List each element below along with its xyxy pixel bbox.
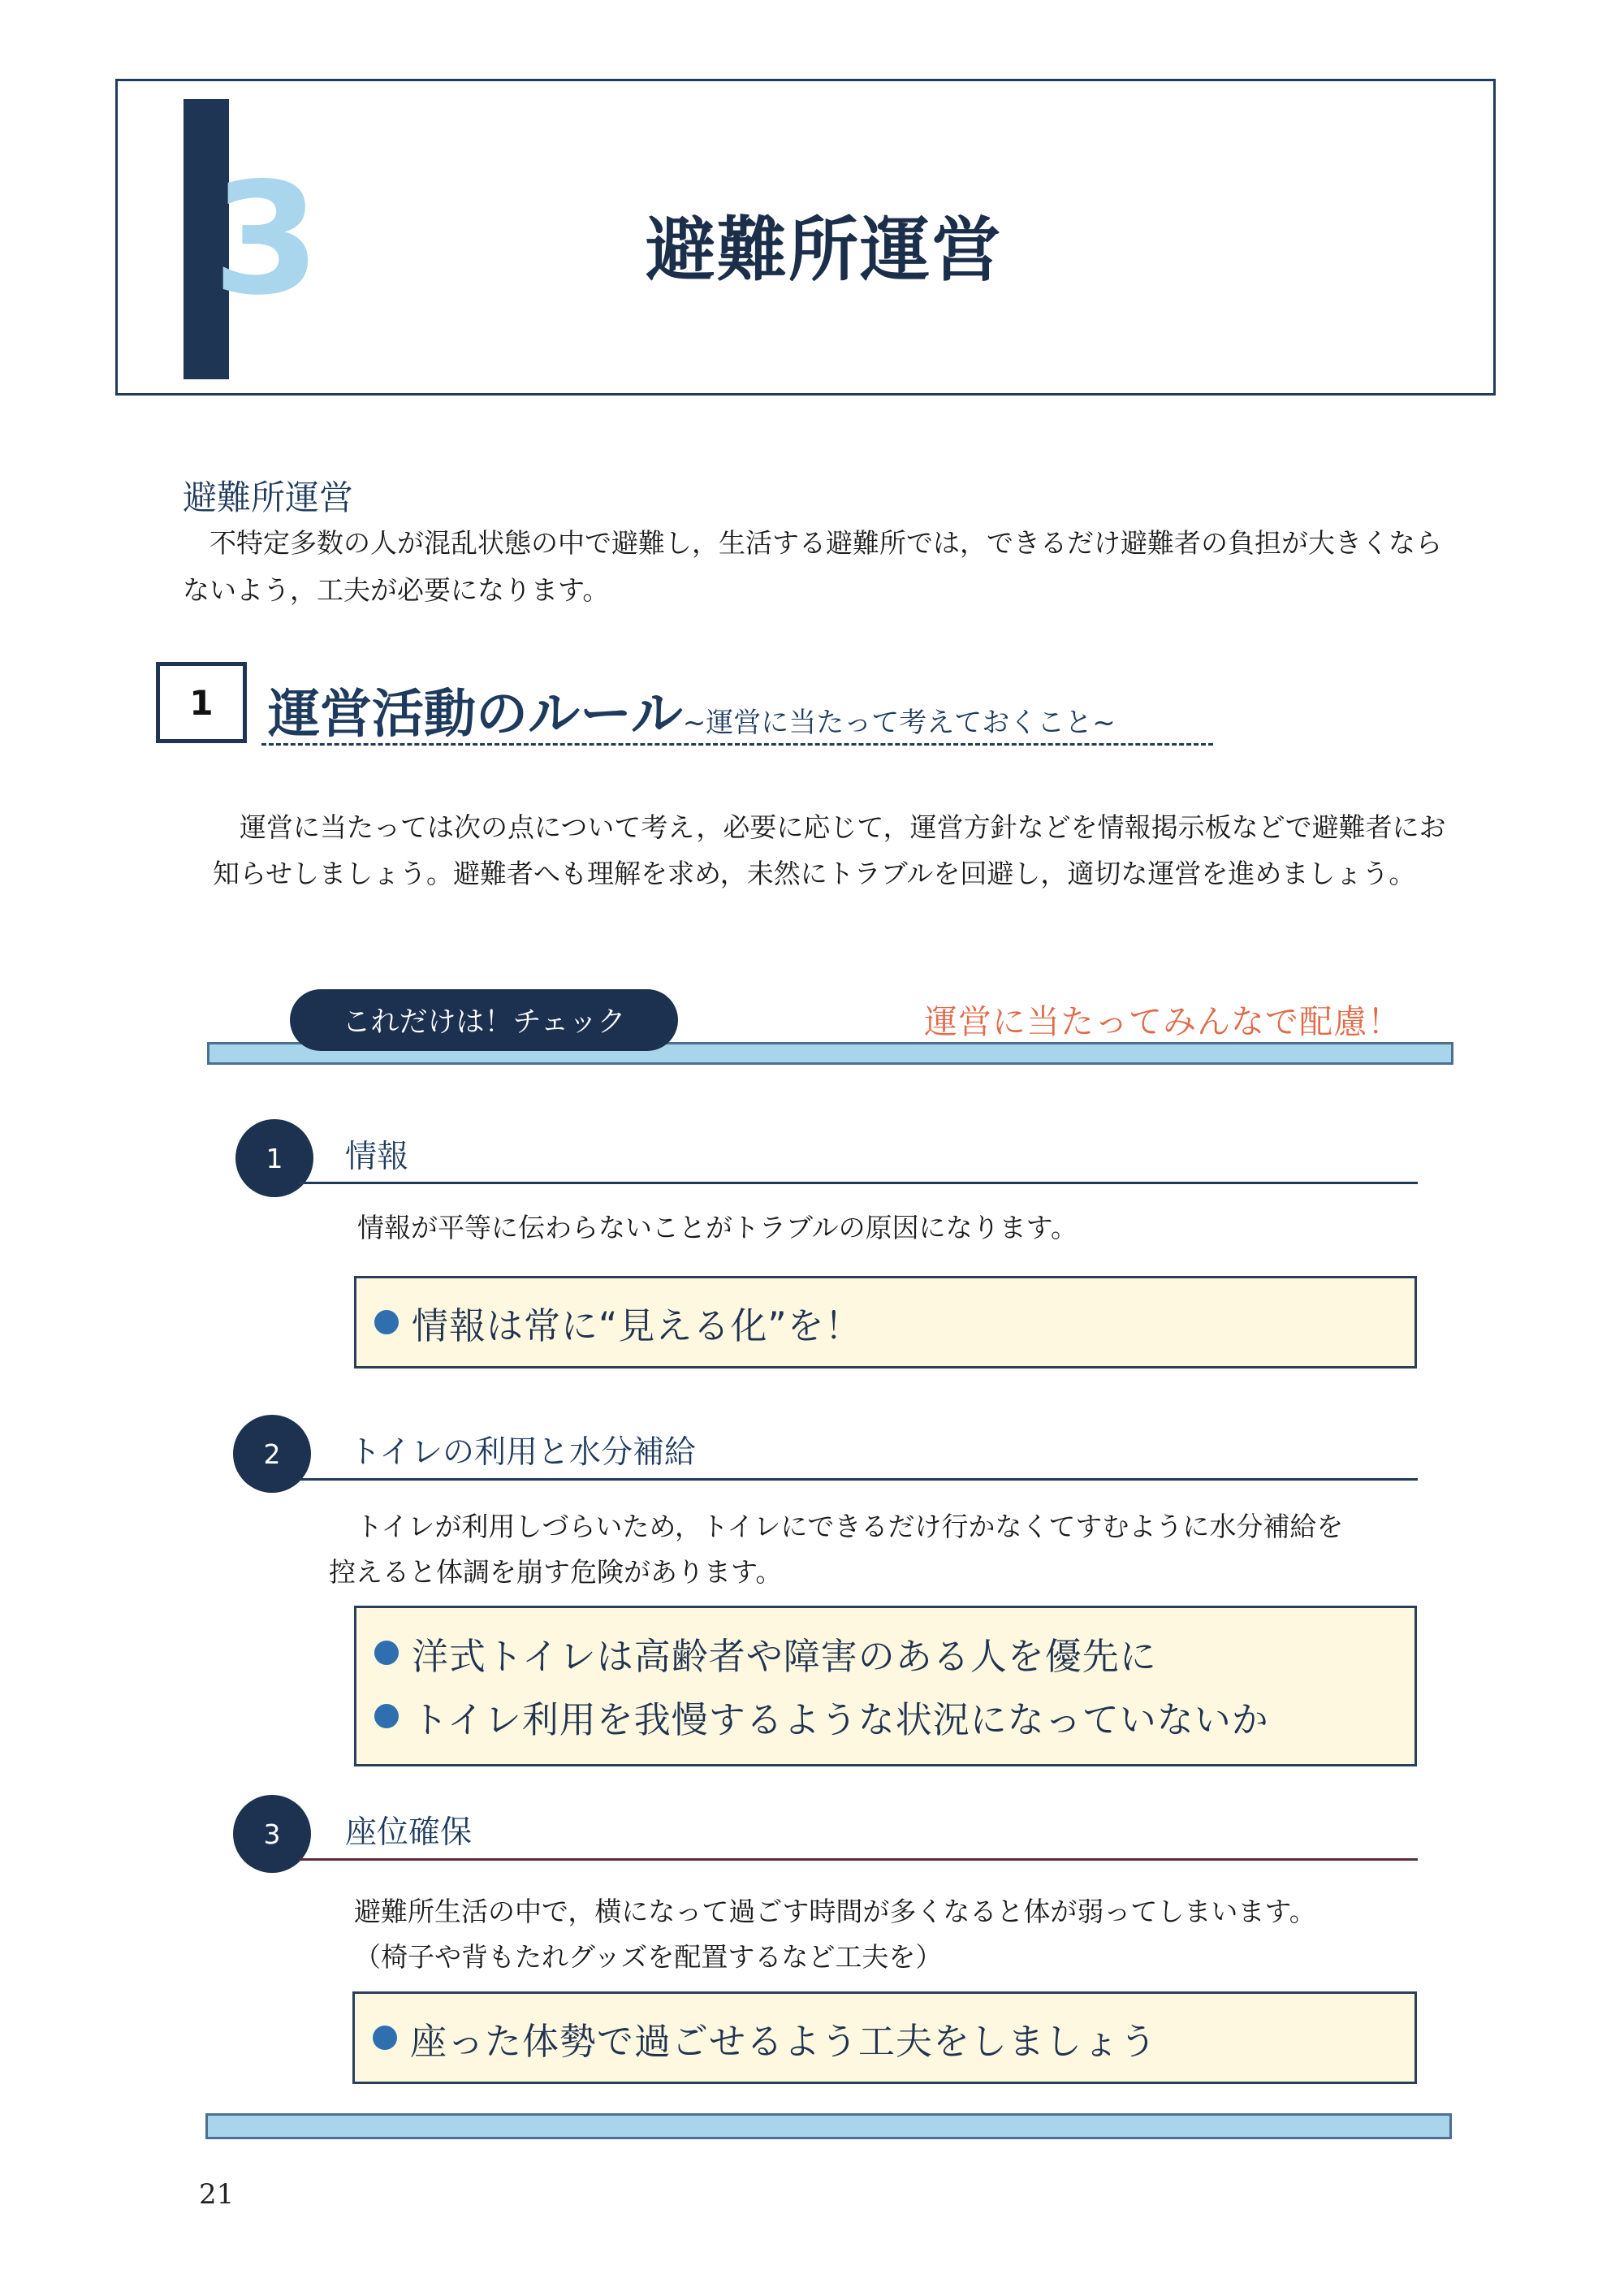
- item-title-underline: [299, 1478, 1418, 1481]
- callout-point: [374, 1291, 1415, 1354]
- item-title: 情報: [345, 1139, 409, 1175]
- chapter-title: 避難所運営: [646, 210, 1003, 291]
- chapter-number: 3: [213, 149, 321, 329]
- item-body-line: 避難所生活の中で，横になって過ごす時間が多くなると体が弱ってしまいます。: [354, 1896, 1316, 1927]
- bottom-bar: [205, 2113, 1452, 2139]
- section-title-main: 運営活動のルール: [268, 685, 683, 745]
- callout-point: [374, 1621, 1415, 1684]
- item-callout-box: [354, 1606, 1417, 1766]
- check-right-label: 運営に当たってみんなで配慮！: [924, 1002, 1402, 1041]
- callout-point: [374, 1684, 1415, 1748]
- section-body: 運営に当たっては次の点について考え，必要に応じて，運営方針などを情報掲示板などで避難者にお知らせしましょう。避難者へも理解を求め，未然にトラブルを回避し，適切な運営を進めましょう。: [213, 811, 1446, 889]
- bullet-dot-icon: [373, 2026, 397, 2050]
- section-dashed-underline: [261, 743, 1213, 746]
- item-body-line: 控えると体調を崩す危険があります。: [329, 1556, 783, 1588]
- callout-point-text: 洋式トイレは高齢者や障害のある人を優先に: [412, 1634, 1157, 1678]
- intro-text: 不特定多数の人が混乱状態の中で避難し，生活する避難所では，できるだけ避難者の負担が大きくならないよう，工夫が必要になります。: [183, 527, 1442, 606]
- bullet-dot-icon: [374, 1704, 399, 1728]
- item-body: 情報が平等に伝わらないことがトラブルの原因になります。: [357, 1212, 1078, 1243]
- bullet-dot-icon: [374, 1641, 399, 1665]
- intro-heading: 避難所運営: [183, 478, 354, 517]
- page-number: 21: [199, 2178, 235, 2211]
- section-number-box: 1: [156, 662, 247, 743]
- section-title-sub: ~運営に当たって考えておくこと~: [682, 707, 1116, 739]
- item-number-circle: 1: [235, 1119, 313, 1197]
- item-number-circle: 2: [233, 1415, 311, 1493]
- check-pill: これだけは！チェック: [290, 989, 678, 1051]
- item-body: [354, 1889, 1475, 1980]
- callout-point-text: 座った体勢で過ごせるよう工夫をしましょう: [410, 2019, 1158, 2063]
- item-callout-box: [354, 1276, 1417, 1369]
- callout-point-text: トイレ利用を我慢するような状況になっていないか: [412, 1697, 1269, 1741]
- item-body: [329, 1504, 1466, 1595]
- bullet-dot-icon: [374, 1310, 399, 1334]
- item-body-line: （椅子や背もたれグッズを配置するなど工夫を）: [354, 1941, 943, 1973]
- item-body-line: トイレが利用しづらいため，トイレにできるだけ行かなくてすむように水分補給を: [356, 1511, 1344, 1542]
- item-title-underline: [299, 1858, 1418, 1861]
- callout-point-text: 情報は常に“見える化”を！: [412, 1304, 862, 1347]
- item-callout-box: [352, 1991, 1417, 2084]
- item-title: トイレの利用と水分補給: [349, 1434, 697, 1471]
- callout-point: [373, 2006, 1415, 2069]
- item-number-circle: 3: [233, 1795, 311, 1873]
- section-title: [268, 672, 1116, 747]
- item-title: 座位確保: [345, 1814, 473, 1851]
- item-title-underline: [299, 1182, 1418, 1184]
